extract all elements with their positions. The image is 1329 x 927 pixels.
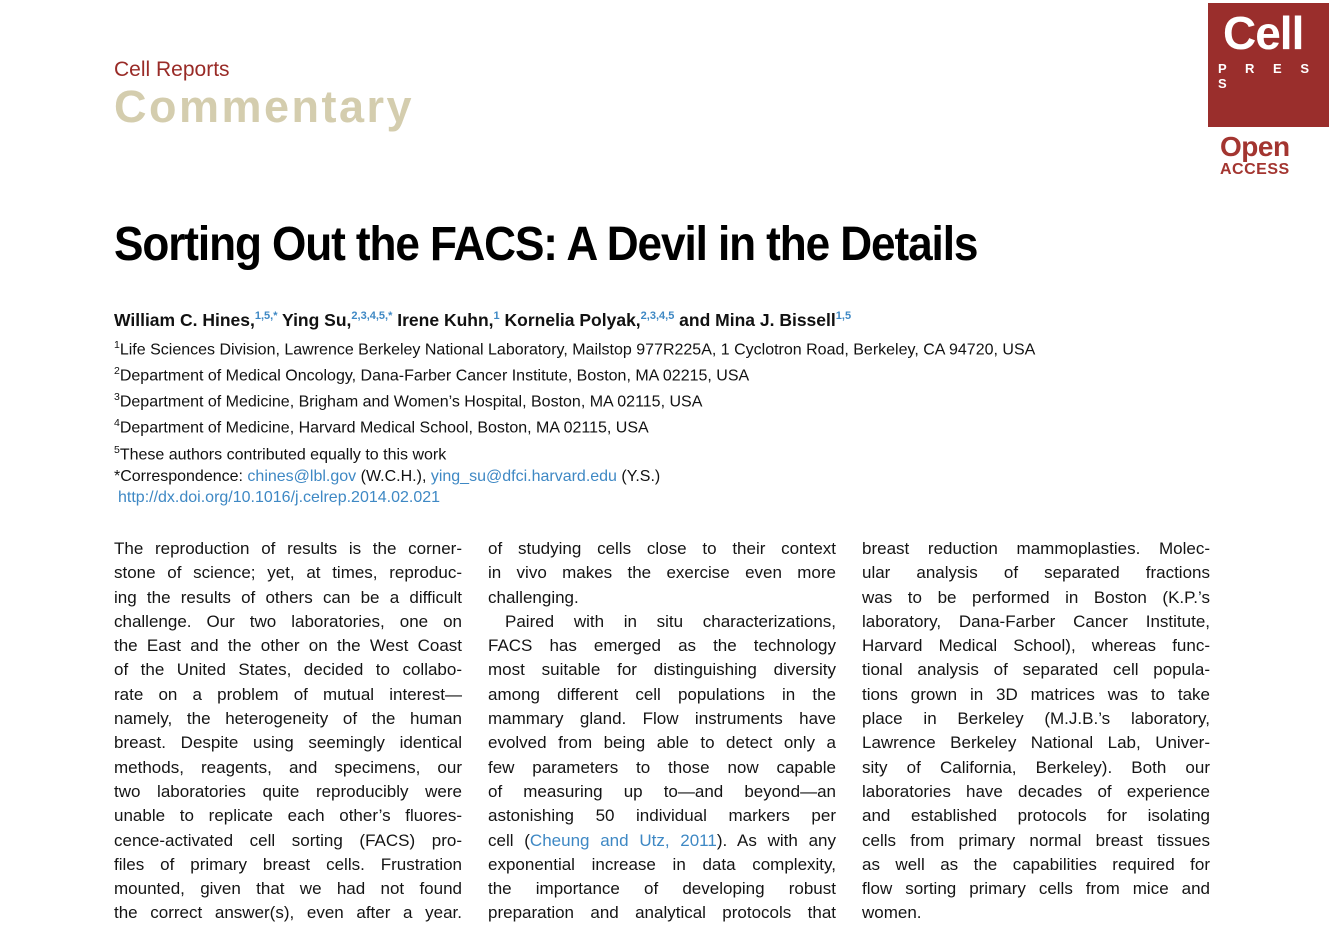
affiliation-line <box>114 387 1035 413</box>
text-segment: William C. Hines, <box>114 310 255 330</box>
body-line: the East and the other on the West Coast <box>114 636 462 656</box>
body-line: place in Berkeley (M.J.B.’s laboratory, <box>862 709 1210 729</box>
body-line: women. <box>862 903 922 923</box>
body-line: mammary gland. Flow instruments have <box>488 709 836 729</box>
body-line: of the United States, decided to collabo- <box>114 660 462 680</box>
article-type-label: Commentary <box>114 81 415 132</box>
article-title: Sorting Out the FACS: A Devil in the Details <box>114 218 978 271</box>
body-line: sity of California, Berkeley). Both our <box>862 757 1210 777</box>
affiliation-text: These authors contributed equally to this work <box>119 445 447 463</box>
body-line: of studying cells close to their context <box>488 539 836 558</box>
text-segment: (Y.S.) <box>616 467 661 485</box>
journal-name: Cell Reports <box>114 58 230 81</box>
body-line: preparation and analytical protocols that <box>488 903 836 923</box>
text-segment: Kornelia Polyak, <box>499 310 641 330</box>
text-segment: Irene Kuhn, <box>392 310 494 330</box>
body-line: cence-activated cell sorting (FACS) pro- <box>114 830 462 850</box>
body-line: The reproduction of results is the corner- <box>114 539 462 558</box>
body-line: ular analysis of separated fractions <box>862 563 1210 583</box>
author-superscript: 2,3,4,5 <box>640 310 675 323</box>
body-line: FACS has emerged as the technology <box>488 636 836 656</box>
author-superscript: 1,5 <box>835 310 852 323</box>
affiliation-line <box>114 413 1035 439</box>
text-segment: *Correspondence: <box>114 467 248 485</box>
text-segment: ). As with any <box>716 830 836 850</box>
affiliation-superscript: 5 <box>114 443 120 456</box>
body-line <box>488 829 836 853</box>
affiliation-superscript: 4 <box>114 417 120 430</box>
affiliations-block <box>114 335 1035 509</box>
body-text <box>114 537 1210 926</box>
body-line: unable to replicate each other’s fluores- <box>114 806 462 826</box>
doi-link[interactable]: http://dx.doi.org/10.1016/j.celrep.2014.02.021 <box>118 489 441 507</box>
body-line: most suitable for distinguishing diversity <box>488 660 836 680</box>
open-access-badge <box>1220 133 1290 178</box>
affiliation-text: Department of Medicine, Brigham and Women’s Hospital, Boston, MA 02115, USA <box>119 393 703 411</box>
body-line: ing the results of others can be a difficult <box>114 587 462 607</box>
body-line: challenging. <box>488 587 579 607</box>
affiliation-line <box>114 440 1035 466</box>
press-label: P R E S S <box>1218 61 1317 91</box>
author-line <box>114 310 851 331</box>
body-line: laboratory, Dana-Farber Cancer Institute, <box>862 611 1210 631</box>
affiliation-superscript: 2 <box>114 365 120 378</box>
body-line: and established protocols for isolating <box>862 806 1210 826</box>
body-line: among different cell populations in the <box>488 684 836 704</box>
body-line: the importance of developing robust <box>488 879 836 899</box>
affiliation-text: Department of Medicine, Harvard Medical School, Boston, MA 02115, USA <box>119 419 649 437</box>
correspondence-line <box>114 487 1035 509</box>
affiliation-line <box>114 335 1035 361</box>
body-line: tional analysis of separated cell popula- <box>862 660 1210 680</box>
author-superscript: 1 <box>493 310 500 323</box>
cell-wordmark: Cell <box>1223 7 1304 59</box>
body-line: methods, reagents, and specimens, our <box>114 757 462 777</box>
body-column-3 <box>862 537 1210 926</box>
author-superscript: 1,5,* <box>254 310 278 323</box>
body-line: namely, the heterogeneity of the human <box>114 709 462 729</box>
body-line: as well as the capabilities required for <box>862 854 1210 874</box>
masthead <box>114 58 414 130</box>
citation-link-cheung-utz-2011[interactable]: Cheung and Utz, 2011 <box>529 830 717 850</box>
body-line: few parameters to those now capable <box>488 757 836 777</box>
text-segment: cell ( <box>488 830 530 850</box>
text-segment: and Mina J. Bissell <box>674 310 836 330</box>
body-line: breast. Despite using seemingly identical <box>114 733 462 753</box>
body-column-2 <box>488 537 836 926</box>
body-line: breast reduction mammoplasties. Molec- <box>862 539 1210 558</box>
body-line: in vivo makes the exercise even more <box>488 563 836 583</box>
body-line: exponential increase in data complexity, <box>488 854 836 874</box>
email-link-ying-su[interactable]: ying_su@dfci.harvard.edu <box>430 467 617 485</box>
body-line: Harvard Medical School), whereas func- <box>862 636 1210 656</box>
affiliation-line <box>114 361 1035 387</box>
text-segment: Ying Su, <box>277 310 352 330</box>
affiliation-superscript: 3 <box>114 391 120 404</box>
body-line: tions grown in 3D matrices was to take <box>862 684 1210 704</box>
affiliation-text: Life Sciences Division, Lawrence Berkeley National Laboratory, Mailstop 977R225A, 1 Cyclotron Road, Berkeley, CA 94720, USA <box>119 341 1036 359</box>
correspondence-line <box>114 466 1035 488</box>
open-label: Open <box>1220 131 1290 162</box>
body-line: Paired with in situ characterizations, <box>505 611 836 631</box>
body-line: the correct answer(s), even after a year. <box>114 903 462 923</box>
body-line: stone of science; yet, at times, reproduc- <box>114 563 462 583</box>
text-segment: (W.C.H.), <box>356 467 431 485</box>
body-line: files of primary breast cells. Frustration <box>114 854 462 874</box>
body-line: laboratories have decades of experience <box>862 781 1210 801</box>
body-line: evolved from being able to detect only a <box>488 733 836 753</box>
body-line: cells from primary normal breast tissues <box>862 830 1210 850</box>
body-line: was to be performed in Boston (K.P.’s <box>862 587 1210 607</box>
body-line: of measuring up to—and beyond—an <box>488 781 836 801</box>
access-label: ACCESS <box>1220 161 1290 178</box>
body-column-1 <box>114 537 462 926</box>
cellpress-logo <box>1208 3 1329 127</box>
author-superscript: 2,3,4,5,* <box>351 310 393 323</box>
body-line: challenge. Our two laboratories, one on <box>114 611 462 631</box>
affiliation-superscript: 1 <box>114 339 120 351</box>
body-line: Lawrence Berkeley National Lab, Univer- <box>862 733 1210 753</box>
body-line: flow sorting primary cells from mice and <box>862 879 1210 899</box>
body-line: rate on a problem of mutual interest— <box>114 684 462 704</box>
body-line: astonishing 50 individual markers per <box>488 806 836 826</box>
email-link-chines[interactable]: chines@lbl.gov <box>247 467 357 485</box>
affiliation-text: Department of Medical Oncology, Dana-Farber Cancer Institute, Boston, MA 02215, USA <box>119 367 750 385</box>
body-line: mounted, given that we had not found <box>114 879 462 899</box>
body-line: two laboratories quite reproducibly were <box>114 781 462 801</box>
